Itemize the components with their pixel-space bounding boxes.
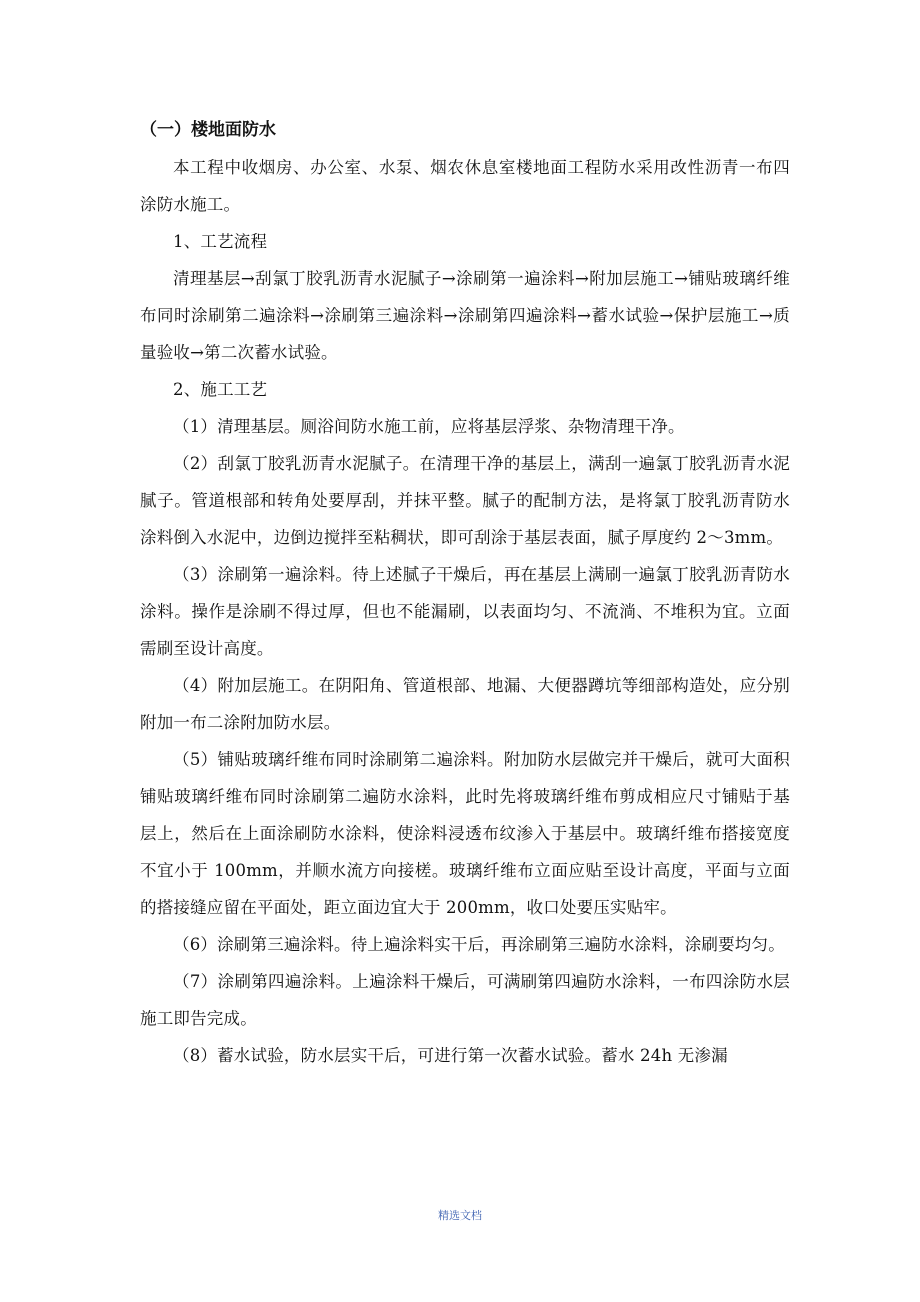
paragraph-step-6: （6）涂刷第三遍涂料。待上遍涂料实干后，再涂刷第三遍防水涂料，涂刷要均匀。 — [173, 935, 785, 954]
paragraph-step-7: （7）涂刷第四遍涂料。上遍涂料干燥后，可满刷第四遍防水涂料，一布四涂防水层施工即告完成。 — [140, 972, 790, 1028]
paragraph-step-4: （4）附加层施工。在阴阳角、管道根部、地漏、大便器蹲坑等细部构造处，应分别附加一布二涂附加防水层。 — [140, 676, 790, 732]
paragraph-step-3: （3）涂刷第一遍涂料。待上述腻子干燥后，再在基层上满刷一遍氯丁胶乳沥青防水涂料。操作是涂刷不得过厚，但也不能漏刷，以表面均匀、不流淌、不堆积为宜。立面需刷至设计高度。 — [140, 565, 790, 658]
paragraph-intro: 本工程中收烟房、办公室、水泵、烟农休息室楼地面工程防水采用改性沥青一布四涂防水施工。 — [140, 158, 790, 214]
paragraph-step-8: （8）蓄水试验，防水层实干后，可进行第一次蓄水试验。蓄水 24h 无渗漏 — [173, 1046, 728, 1065]
page-footer: 精选文档 — [438, 1209, 482, 1222]
document-page — [140, 112, 790, 1074]
subheading-construction-process: 2、施工工艺 — [173, 380, 268, 399]
section-title: （一）楼地面防水 — [140, 120, 276, 140]
paragraph-step-2: （2）刮氯丁胶乳沥青水泥腻子。在清理干净的基层上，满刮一遍氯丁胶乳沥青水泥腻子。管道根部和转角处要厚刮，并抹平整。腻子的配制方法，是将氯丁胶乳沥青防水涂料倒入水泥中，边倒边搅拌至粘稠状，即可刮涂于基层表面，腻子厚度约 2～3mm。 — [140, 454, 790, 547]
subheading-process-flow: 1、工艺流程 — [173, 232, 268, 251]
paragraph-step-5: （5）铺贴玻璃纤维布同时涂刷第二遍涂料。附加防水层做完并干燥后，就可大面积铺贴玻璃纤维布同时涂刷第二遍防水涂料，此时先将玻璃纤维布剪成相应尺寸铺贴于基层上，然后在上面涂刷防水涂料，使涂料浸透布纹渗入于基层中。玻璃纤维布搭接宽度不宜小于 100mm，并顺水流方向接槎。玻璃纤维布立面应贴至设计高度，平面与立面的搭接缝应留在平面处，距立面边宜大于 200mm，收口处要压实贴牢。 — [140, 750, 790, 917]
paragraph-process-flow: 清理基层→刮氯丁胶乳沥青水泥腻子→涂刷第一遍涂料→附加层施工→铺贴玻璃纤维布同时涂刷第二遍涂料→涂刷第三遍涂料→涂刷第四遍涂料→蓄水试验→保护层施工→质量验收→第二次蓄水试验。 — [140, 269, 790, 362]
paragraph-step-1: （1）清理基层。厕浴间防水施工前，应将基层浮浆、杂物清理干净。 — [173, 417, 685, 436]
